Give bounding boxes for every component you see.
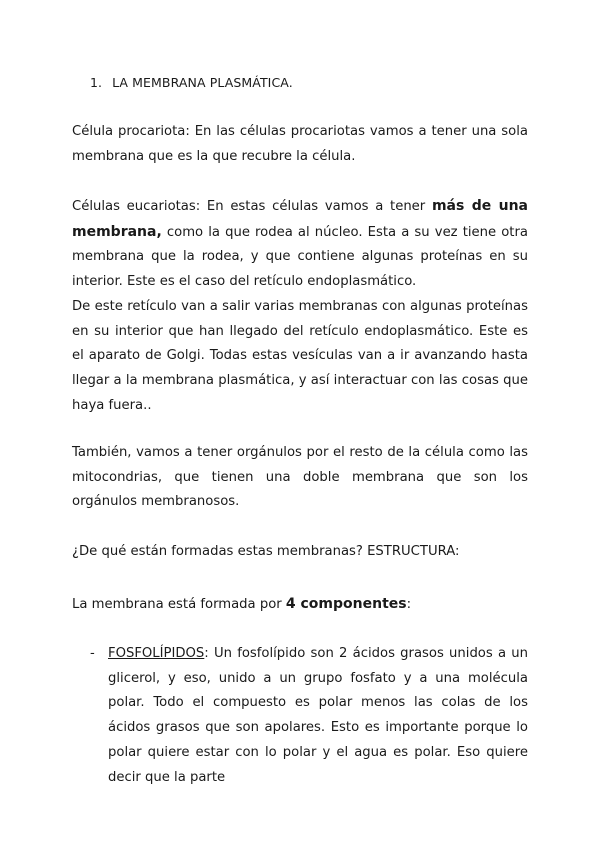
paragraph-eucariota-text-2: como la que rodea al núcleo. Esta a su vez tiene otra membrana que la rodea, y que contiene algunas proteínas en su interior. Este es el caso del retículo endoplasmático. — [72, 224, 528, 290]
list-bullet-dash: - — [90, 646, 95, 661]
paragraph-eucariota — [72, 194, 528, 418]
paragraph-componentes-text-1: La membrana está formada por — [72, 597, 286, 612]
section-title: LA MEMBRANA PLASMÁTICA. — [112, 75, 293, 90]
paragraph-procariota: Célula procariota: En las células procariotas vamos a tener una sola membrana que es la que recubre la célula. — [72, 124, 528, 164]
list-item-term: FOSFOLÍPIDOS — [108, 646, 205, 661]
paragraph-eucariota-text-1: Células eucariotas: En estas células vamos a tener — [72, 199, 432, 214]
paragraph-eucariota-bold: más de una membrana, — [72, 198, 528, 240]
paragraph-componentes-text-2: : — [406, 597, 412, 612]
section-heading — [90, 75, 293, 90]
paragraph-componentes-bold: 4 componentes — [285, 596, 407, 612]
section-number: 1. — [90, 75, 103, 90]
paragraph-organulos: También, vamos a tener orgánulos por el resto de la célula como las mitocondrias, que tienen una doble membrana que son los orgánulos membranosos. — [72, 445, 528, 510]
list-item-body — [108, 642, 528, 790]
paragraph-componentes — [72, 592, 528, 618]
list-item-text: : Un fosfolípido son 2 ácidos grasos unidos a un glicerol, y eso, unido a un grupo fosfato y a una molécula polar. Todo el compuesto es polar menos las colas de los ácidos grasos que son apolares. Esto es importante porque lo polar quiere estar con lo polar y el agua es polar. Eso quiere decir que la parte — [108, 646, 528, 785]
paragraph-golgi-text: De este retículo van a salir varias membranas con algunas proteínas en su interior que han llegado del retículo endoplasmático. Este es el aparato de Golgi. Todas estas vesículas van a ir avanzando hasta llegar a la membrana plasmática, y así interactuar con las cosas que haya fuera.. — [72, 298, 528, 413]
paragraph-question: ¿De qué están formadas estas membranas? ESTRUCTURA: — [72, 544, 460, 559]
